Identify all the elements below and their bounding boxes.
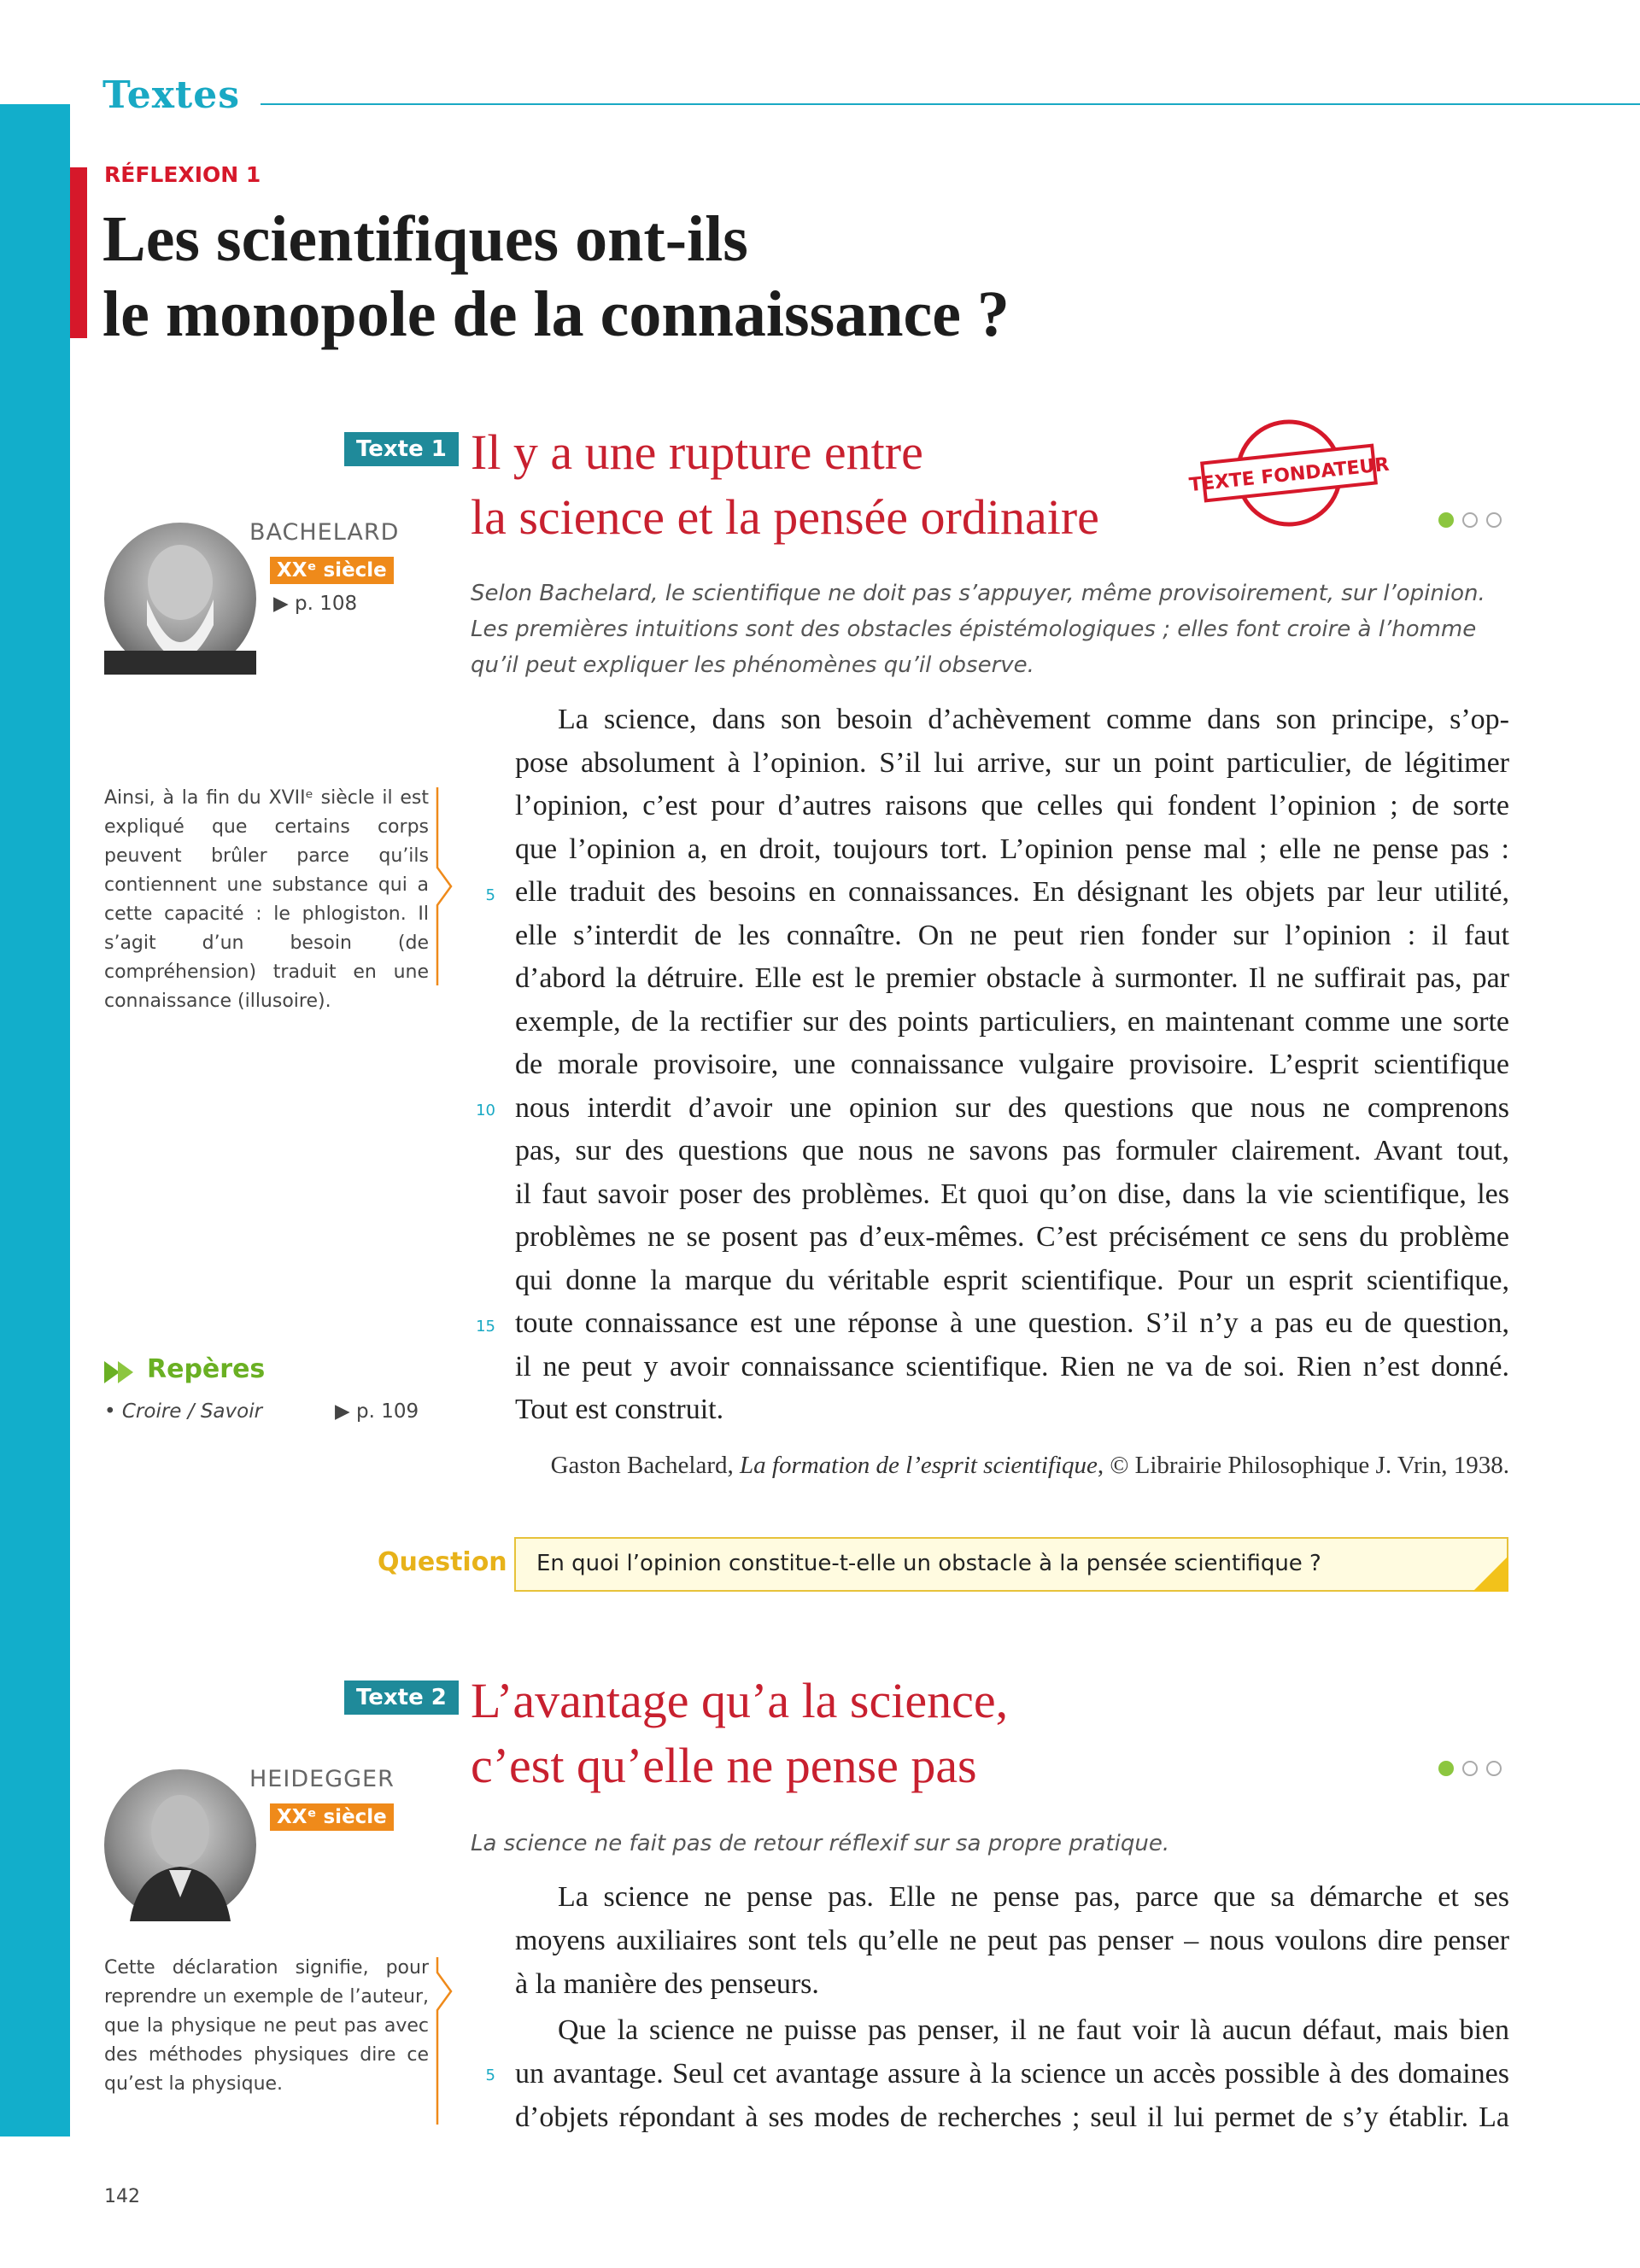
text1-title-line1: Il y a une rupture entre [471,424,923,480]
text1-author-name: BACHELARD [249,519,400,546]
text1-page-ref[interactable]: ▶ p. 108 [273,593,358,615]
text1-line-number: 15 [476,1318,495,1336]
page-title [102,202,1384,352]
difficulty-dot-empty [1462,512,1478,528]
reperes-arrow-icon [104,1359,142,1385]
portrait-silhouette [104,523,256,675]
stamp-text: TEXTE FONDATEUR [1187,453,1391,497]
text1-difficulty-dots [1438,512,1502,528]
portrait-silhouette [104,1769,256,1921]
header-rule [261,103,1640,105]
page-title-line2: le monopole de la connaissance ? [102,278,1010,350]
text2-title-line2: c’est qu’elle ne pense pas [471,1738,977,1793]
text2-body-line: Que la science ne puisse pas penser, il ne faut voir là aucun défaut, mais bien [558,2014,1509,2046]
text1-title-line2: la science et la pensée ordinaire [471,489,1099,545]
question-box [514,1537,1508,1592]
text1-body-line: l’opinion, c’est pour d’autres raisons que celles qui fondent l’opinion ; de sorte [515,790,1509,821]
text1-body-line: elle traduit des besoins en connaissances. En désignant les objets par leur utilité, [515,876,1509,908]
text2-margin-note: Cette déclaration signifie, pour reprendre un exemple de l’auteur, que la physique ne peut pas avec des méthodes physiques dire ce qu’est la physique. [104,1957,429,2095]
bachelard-portrait [104,523,256,675]
text1-body-line: elle s’interdit de les connaître. On ne peut rien fonder sur l’opinion : il faut [515,919,1509,951]
difficulty-dot-filled [1438,512,1454,528]
text1-body-line: problèmes ne se posent pas d’eux-mêmes. C’est précisément ce sens du problème [515,1221,1509,1253]
text1-body-line: de morale provisoire, une connaissance vulgaire provisoire. L’esprit scientifique [515,1049,1509,1080]
page-title-line1: Les scientifiques ont-ils [102,203,748,275]
text1-body-line: que l’opinion a, en droit, toujours tort. L’opinion pense mal ; elle ne pense pas : [515,833,1509,865]
text2-body [515,1875,1509,2139]
text2-title-line1: L’avantage qu’a la science, [471,1673,1009,1728]
text1-body-line: il ne peut y avoir connaissance scientifique. Rien ne va de soi. Rien n’est donné. [515,1350,1509,1382]
section-label: Textes [102,73,241,117]
text2-body-line: d’objets répondant à ses modes de recherches ; seul il lui permet de s’y établir. La [515,2101,1509,2133]
text1-body [515,699,1509,1432]
text2-title [471,1669,1008,1798]
text1-line-number: 10 [476,1102,495,1119]
citation-rest: , © Librairie Philosophique J. Vrin, 1938. [1097,1452,1509,1479]
text2-body-line: à la manière des penseurs. [515,1968,819,2000]
text1-body-line: Tout est construit. [515,1394,724,1425]
text1-body-line: il faut savoir poser des problèmes. Et quoi qu’on dise, dans la vie scientifique, les [515,1178,1509,1210]
difficulty-dot-empty [1486,512,1502,528]
text1-body-line: pas, sur des questions que nous ne savons pas formuler clairement. Avant tout, [515,1135,1509,1166]
text1-body-line: La science, dans son besoin d’achèvement comme dans son principe, s’op- [558,704,1509,735]
text1-intro: Selon Bachelard, le scientifique ne doit pas s’appuyer, même provisoirement, sur l’opinion. Les premières intuitions sont des obstacles épistémologiques ; elles font croire à l’homme qu’il peut expliquer les phénomènes qu’il observe. [471,581,1485,678]
difficulty-dot-empty [1486,1761,1502,1776]
text2-note-brace [434,1955,456,2126]
text1-badge: Texte 1 [344,432,459,466]
reperes-page-ref[interactable]: ▶ p. 109 [335,1400,419,1423]
text2-difficulty-dots [1438,1761,1502,1776]
text1-body-line: toute connaissance est une réponse à une question. S’il n’y a pas eu de question, [515,1307,1509,1339]
text1-body-line: exemple, de la rectifier sur des points particuliers, en maintenant comme une sorte [515,1005,1509,1038]
difficulty-dot-empty [1462,1761,1478,1776]
text1-body-line: pose absolument à l’opinion. S’il lui arrive, sur un point particulier, de légitimer [515,746,1509,779]
reperes-item: • Croire / Savoir [104,1400,263,1423]
citation-author: Gaston Bachelard, [550,1452,741,1479]
reflexion-label: RÉFLEXION 1 [104,162,261,187]
left-color-band [0,104,70,2136]
texte-fondateur-stamp [1187,415,1391,531]
text1-body-line: d’abord la détruire. Elle est le premier obstacle à surmonter. Il ne suffirait pas, par [515,962,1509,994]
text1-margin-note: Ainsi, à la fin du XVIIᵉ siècle il est expliqué que certains corps peuvent brûler parce qu’ils contiennent une substance qui a cette capacité : le phlogiston. Il s’agit d’un besoin (de compréhension) traduit en une connaissance (illusoire). [104,787,429,1012]
heidegger-portrait [104,1769,256,1921]
citation-work: La formation de l’esprit scientifique [740,1452,1098,1479]
text2-intro: La science ne fait pas de retour réflexif sur sa propre pratique. [471,1831,1170,1856]
text1-century-badge: XXᵉ siècle [270,557,394,584]
text2-body-line: moyens auxiliaires sont tels qu’elle ne peut pas penser – nous voulons dire penser [515,1925,1509,1956]
text2-author-name: HEIDEGGER [249,1766,395,1792]
text1-note-brace [434,786,456,987]
question-corner-fold [1473,1556,1508,1592]
text1-citation [515,1452,1509,1480]
text1-title [471,420,1099,550]
text2-badge: Texte 2 [344,1681,459,1715]
question-label: Question [378,1547,507,1577]
reperes-title: Repères [147,1354,266,1384]
text2-century-badge: XXᵉ siècle [270,1803,394,1831]
text1-body-line: qui donne la marque du véritable esprit scientifique. Pour un esprit scientifique, [515,1264,1509,1296]
title-accent-bar [70,167,87,338]
text2-body-line: un avantage. Seul cet avantage assure à la science un accès possible à des domaines [515,2058,1509,2090]
question-text: En quoi l’opinion constitue-t-elle un obstacle à la pensée scientifique ? [536,1551,1321,1576]
text1-body-line: nous interdit d’avoir une opinion sur des questions que nous ne comprenons [515,1091,1509,1124]
text2-body-line: La science ne pense pas. Elle ne pense pas, parce que sa démarche et ses [558,1881,1509,1913]
text1-line-number: 5 [485,886,495,904]
page-number: 142 [104,2186,140,2207]
text2-line-number: 5 [485,2066,495,2084]
difficulty-dot-filled [1438,1761,1454,1776]
